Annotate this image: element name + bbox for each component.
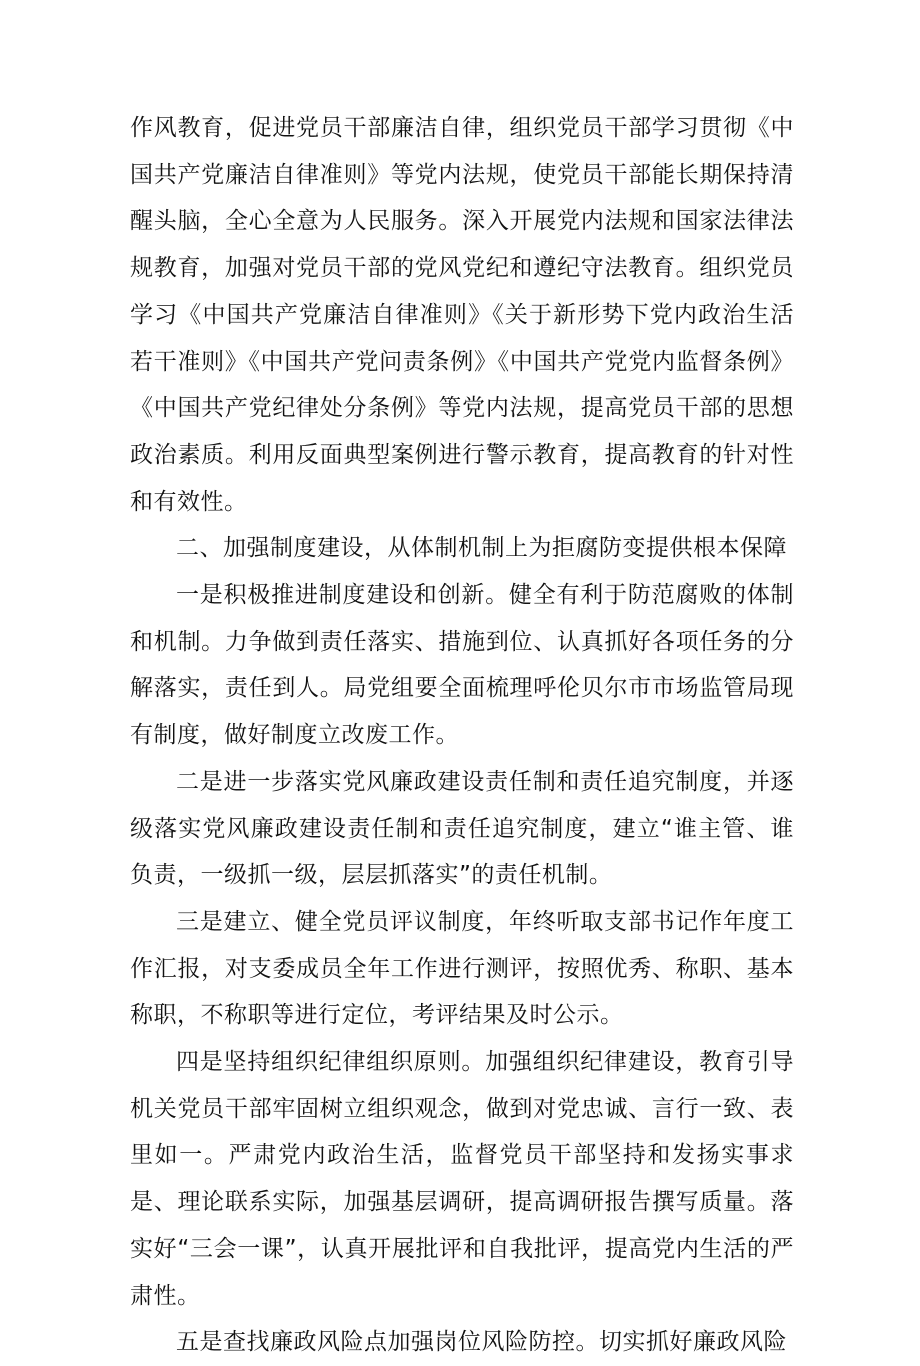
paragraph-item-two: 二是进一步落实党风廉政建设责任制和责任追究制度，并逐级落实党风廉政建设责任制和责任追究制度，建立“谁主管、谁负责，一级抓一级，层层抓落实”的责任机制。 <box>130 768 794 889</box>
document-body <box>130 105 794 1366</box>
paragraph-item-five: 五是查找廉政风险点加强岗位风险防控。切实抓好廉政风险 <box>176 1329 787 1356</box>
section-heading-system-building: 二、加强制度建设，从体制机制上为拒腐防变提供根本保障 <box>176 535 787 562</box>
paragraph-item-one: 一是积极推进制度建设和创新。健全有利于防范腐败的体制和机制。力争做到责任落实、措施到位、认真抓好各项任务的分解落实，责任到人。局党组要全面梳理呼伦贝尔市市场监管局现有制度，做好制度立改废工作。 <box>130 582 794 749</box>
paragraph-education: 作风教育，促进党员干部廉洁自律，组织党员干部学习贯彻《中国共产党廉洁自律准则》等党内法规，使党员干部能长期保持清醒头脑，全心全意为人民服务。深入开展党内法规和国家法律法规教育，加强对党员干部的党风党纪和遵纪守法教育。组织党员学习《中国共产党廉洁自律准则》《关于新形势下党内政治生活若干准则》《中国共产党问责条例》《中国共产党党内监督条例》《中国共产党纪律处分条例》等党内法规，提高党员干部的思想政治素质。利用反面典型案例进行警示教育，提高教育的针对性和有效性。 <box>130 115 794 515</box>
paragraph-item-four: 四是坚持组织纪律组织原则。加强组织纪律建设，教育引导机关党员干部牢固树立组织观念，做到对党忠诚、言行一致、表里如一。严肃党内政治生活，监督党员干部坚持和发扬实事求是、理论联系实际，加强基层调研，提高调研报告撰写质量。落实好“三会一课”，认真开展批评和自我批评，提高党内生活的严肃性。 <box>130 1049 794 1309</box>
paragraph-item-three: 三是建立、健全党员评议制度，年终听取支部书记作年度工作汇报，对支委成员全年工作进行测评，按照优秀、称职、基本称职，不称职等进行定位，考评结果及时公示。 <box>130 908 794 1029</box>
